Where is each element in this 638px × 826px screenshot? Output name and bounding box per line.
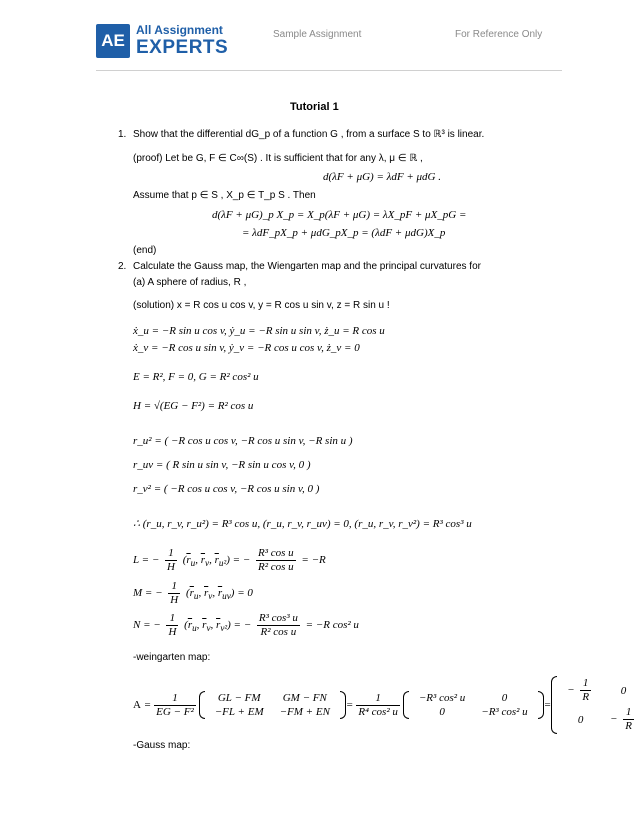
weingarten-label: -weingarten map: — [133, 652, 211, 663]
eq-L-rhs: = −R — [301, 554, 326, 567]
eq-partials-u: ẋ_u = −R sin u cos v, ẏ_u = −R sin u sin v, ż_u = R cos u — [133, 325, 385, 337]
eq-first-form: E = R², F = 0, G = R² cos² u — [133, 371, 259, 383]
item-1-eq2b: = λdF_pX_p + μdG_pX_p = (λdF + μdG)X_p — [242, 227, 446, 239]
item-1-assume: Assume that p ∈ S , X_p ∈ T_p S . Then — [133, 190, 316, 201]
eq-r-uu: r_u² = ( −R cos u cos v, −R cos u sin v, −R sin u ) — [133, 435, 353, 447]
company-logo — [96, 22, 229, 64]
header-divider — [96, 70, 562, 71]
logo-line-1: All Assignment — [136, 23, 223, 37]
header-right-text: For Reference Only — [455, 29, 543, 40]
gauss-label: -Gauss map: — [133, 740, 191, 751]
eq-L-lhs: L = − — [133, 554, 160, 567]
eq-H: H = √(EG − F²) = R² cos u — [133, 400, 254, 412]
item-1-number: 1. — [118, 129, 127, 140]
logo-mark: AE — [96, 24, 130, 58]
eq-M-rhs: = 0 — [237, 587, 253, 600]
item-2-number: 2. — [118, 261, 127, 272]
eq-M: M = − $\frac{1}{H}$ ($\overline{r}_u$, $\overline{r}_v$, $\overline{r}_{uv}) = 0$ — [133, 580, 253, 606]
eq-r-uv: r_uv = ( R sin u sin v, −R sin u cos v, 0 ) — [133, 459, 311, 471]
eq-weingarten-map: A = $\frac{1}{\text{EG − F²}}$ GL − FM GM − FN −FL + EM −FM + EN = $\frac{1}{\text{R⁴ cos² u}}$ −R³ cos² u 0 0 −R³ cos² u = − $\frac{1}{R}$ 0 0 − $\frac{1}{R}$ — [133, 677, 632, 732]
item-2-solution: (solution) x = R cos u cos v, y = R cos u sin v, z = R sin u ! — [133, 300, 390, 311]
item-2-question: Calculate the Gauss map, the Wiengarten map and the principal curvatures for — [133, 261, 481, 272]
item-1-eq2a: d(λF + μG)_p X_p = X_p(λF + μG) = λX_pF + μX_pG = — [212, 209, 467, 221]
item-1-proof: (proof) Let be G, F ∈ C∞(S) . It is sufficient that for any λ, μ ∈ ℝ , — [133, 153, 423, 164]
item-1-end: (end) — [133, 245, 157, 256]
logo-line-2: EXPERTS — [136, 37, 229, 58]
eq-L: L = − $\frac{1}{H}$ ($\overline{r}_u$, $\overline{r}_v$, $\overline{r}_{u^2}$) = − $\frac{\text{R³ cos u}}{\text{R² cos u}}$ = −R — [133, 547, 326, 573]
item-1-eq1: d(λF + μG) = λdF + μdG . — [323, 171, 441, 183]
page-title: Tutorial 1 — [290, 101, 339, 113]
eq-N: N = − $\frac{1}{H}$ ($\overline{r}_u$, $\overline{r}_v$, $\overline{r}_{v^2}$) = − $\frac{\text{R³ cos³ u}}{\text{R² cos u}}$ = −R cos² u — [133, 612, 359, 638]
item-2-sub-a: (a) A sphere of radius, R , — [133, 277, 247, 288]
eq-triple-products: ∴ (r_u, r_v, r_u²) = R³ cos u, (r_u, r_v, r_uv) = 0, (r_u, r_v, r_v²) = R³ cos³ u — [133, 518, 472, 530]
eq-N-rhs: = −R cos² u — [305, 619, 359, 632]
header-center-text: Sample Assignment — [273, 29, 362, 40]
item-1-question: Show that the differential dG_p of a function G , from a surface S to ℝ³ is linear. — [133, 129, 485, 140]
page-header — [0, 0, 638, 70]
eq-partials-v: ẋ_v = −R cos u sin v, ẏ_v = −R cos u cos v, ż_v = 0 — [133, 342, 360, 354]
eq-r-vv: r_v² = ( −R cos u cos v, −R cos u sin v, 0 ) — [133, 483, 320, 495]
